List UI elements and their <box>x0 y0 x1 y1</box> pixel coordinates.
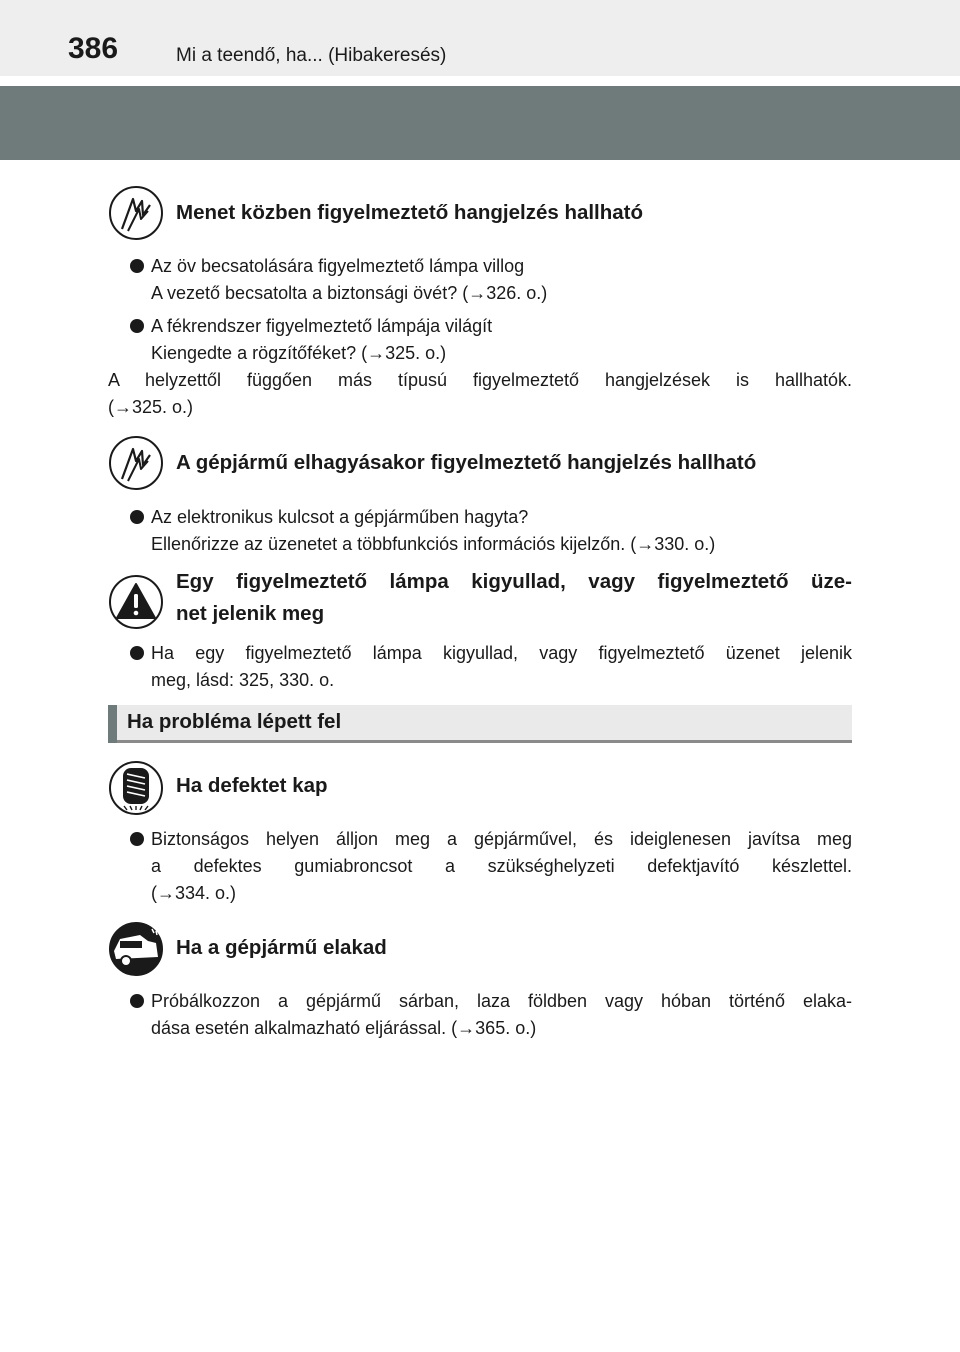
list-item <box>130 640 852 694</box>
bullet-line: a defektes gumiabroncsot a szükséghelyzeti defektjavító készlettel. <box>151 856 852 876</box>
bullet-line: Biztonságos helyen álljon meg a gépjárművel, és ideiglenesen javítsa meg <box>151 829 852 849</box>
section-title-warning-lamp-cont: net jelenik meg <box>176 602 325 625</box>
bullet-dot <box>130 259 144 273</box>
list-item <box>130 504 852 558</box>
section-title-warning-while-driving: Menet közben figyelmeztető hangjelzés hallható <box>176 201 644 224</box>
warning-triangle-icon <box>108 574 164 630</box>
bullet-line: A fékrendszer figyelmeztető lámpája világít <box>151 316 493 336</box>
bullet-line: Az elektronikus kulcsot a gépjárműben hagyta? <box>151 507 529 527</box>
bullet-dot <box>130 832 144 846</box>
section-title-flat-tire: Ha defektet kap <box>176 774 328 797</box>
problem-heading-bar <box>108 705 852 743</box>
bullet-line: Az öv becsatolására figyelmeztető lámpa villog <box>151 256 525 276</box>
chapter-banner <box>0 86 960 160</box>
list-item <box>130 988 852 1042</box>
bullet-line: Ellenőrizze az üzenetet a többfunkciós információs kijelzőn. (→330. o.) <box>151 534 716 554</box>
list-item <box>130 253 852 307</box>
problem-heading: Ha probléma lépett fel <box>127 710 342 733</box>
warning-sound-icon <box>108 435 164 491</box>
list-item <box>130 826 852 907</box>
bullet-line: Ha egy figyelmeztető lámpa kigyullad, vagy figyelmeztető üzenet jelenik <box>151 643 852 663</box>
heading-accent <box>108 705 117 743</box>
list-item <box>130 313 852 367</box>
bullet-dot <box>130 994 144 1008</box>
page-number: 386 <box>68 32 119 65</box>
bullet-line: (→334. o.) <box>151 883 237 903</box>
running-title: Mi a teendő, ha... (Hibakeresés) <box>176 45 447 66</box>
bullet-line: dása esetén alkalmazható eljárással. (→365. o.) <box>151 1018 537 1038</box>
bullet-line: Kiengedte a rögzítőféket? (→325. o.) <box>151 343 447 363</box>
section-title-warning-lamp: Egy figyelmeztető lámpa kigyullad, vagy figyelmeztető üze- <box>176 570 852 593</box>
bullet-line: A vezető becsatolta a biztonsági övét? (→326. o.) <box>151 283 548 303</box>
note-paragraph: A helyzettől függően más típusú figyelmeztető hangjelzések is hallhatók. (→325. o.) <box>108 370 852 417</box>
bullet-dot <box>130 646 144 660</box>
warning-sound-icon <box>108 185 164 241</box>
header-strip <box>0 0 960 76</box>
section-title-vehicle-stuck: Ha a gépjármű elakad <box>176 936 387 959</box>
bullet-line: Próbálkozzon a gépjármű sárban, laza földben vagy hóban történő elaka- <box>151 991 852 1011</box>
section-title-warning-leaving-vehicle: A gépjármű elhagyásakor figyelmeztető hangjelzés hallható <box>176 451 757 474</box>
flat-tire-icon <box>108 760 164 816</box>
bullet-dot <box>130 510 144 524</box>
bullet-line: meg, lásd: 325, 330. o. <box>151 670 335 690</box>
stuck-vehicle-icon <box>108 921 164 977</box>
bullet-dot <box>130 319 144 333</box>
